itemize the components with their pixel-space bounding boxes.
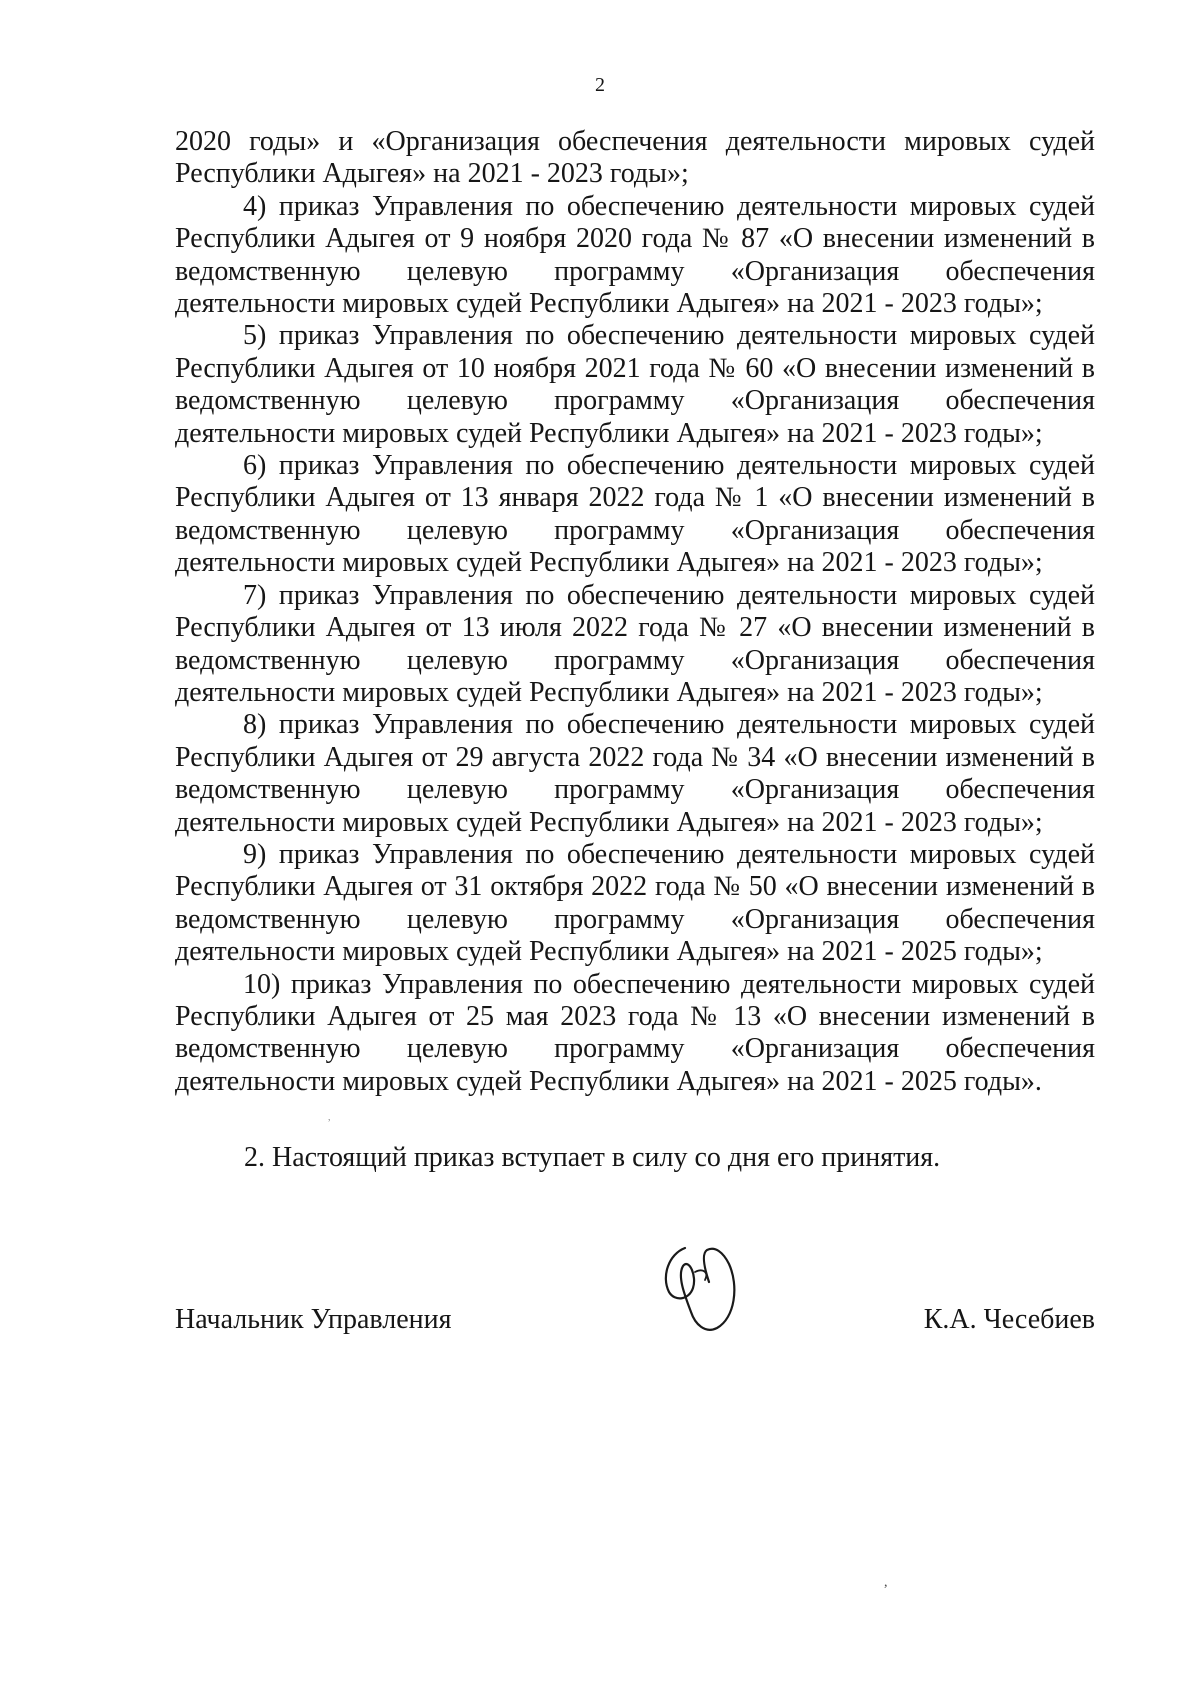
scan-speck: ,	[328, 1112, 331, 1123]
document-body	[175, 126, 1095, 1098]
signatory-title: Начальник Управления	[175, 1304, 452, 1335]
list-item-6: 6) приказ Управления по обеспечению деятельности мировых судей Республики Адыгея от 13 января 2022 года № 1 «О внесении изменений в ведомственную целевую программу «Организация обеспечения деятельности мировых судей Республики Адыгея» на 2021 - 2023 годы»;	[175, 450, 1095, 579]
list-item-9: 9) приказ Управления по обеспечению деятельности мировых судей Республики Адыгея от 31 октября 2022 года № 50 «О внесении изменений в ведомственную целевую программу «Организация обеспечения деятельности мировых судей Республики Адыгея» на 2021 - 2025 годы»;	[175, 838, 1095, 968]
list-item-5: 5) приказ Управления по обеспечению деятельности мировых судей Республики Адыгея от 10 ноября 2021 года № 60 «О внесении изменений в ведомственную целевую программу «Организация обеспечения деятельности мировых судей Республики Адыгея» на 2021 - 2023 годы»;	[175, 320, 1095, 449]
handwritten-signature	[655, 1236, 745, 1336]
list-item-4: 4) приказ Управления по обеспечению деятельности мировых судей Республики Адыгея от 9 ноября 2020 года № 87 «О внесении изменений в ведомственную целевую программу «Организация обеспечения деятельности мировых судей Республики Адыгея» на 2021 - 2023 годы»;	[175, 190, 1095, 320]
list-item-10: 10) приказ Управления по обеспечению деятельности мировых судей Республики Адыгея от 25 мая 2023 года № 13 «О внесении изменений в ведомственную целевую программу «Организация обеспечения деятельности мировых судей Республики Адыгея» на 2021 - 2025 годы».	[175, 968, 1095, 1097]
clause-2: 2. Настоящий приказ вступает в силу со дня его принятия.	[244, 1142, 941, 1173]
list-item-7: 7) приказ Управления по обеспечению деятельности мировых судей Республики Адыгея от 13 июля 2022 года № 27 «О внесении изменений в ведомственную целевую программу «Организация обеспечения деятельности мировых судей Республики Адыгея» на 2021 - 2023 годы»;	[175, 579, 1095, 708]
list-continuation: 2020 годы» и «Организация обеспечения деятельности мировых судей Республики Адыгея» на 2021 - 2023 годы»;	[175, 126, 1095, 190]
scan-speck: ,	[884, 1575, 888, 1590]
list-item-8: 8) приказ Управления по обеспечению деятельности мировых судей Республики Адыгея от 29 августа 2022 года № 34 «О внесении изменений в ведомственную целевую программу «Организация обеспечения деятельности мировых судей Республики Адыгея» на 2021 - 2023 годы»;	[175, 709, 1095, 838]
page-number: 2	[595, 74, 605, 96]
signatory-name: К.А. Чесебиев	[923, 1304, 1095, 1335]
